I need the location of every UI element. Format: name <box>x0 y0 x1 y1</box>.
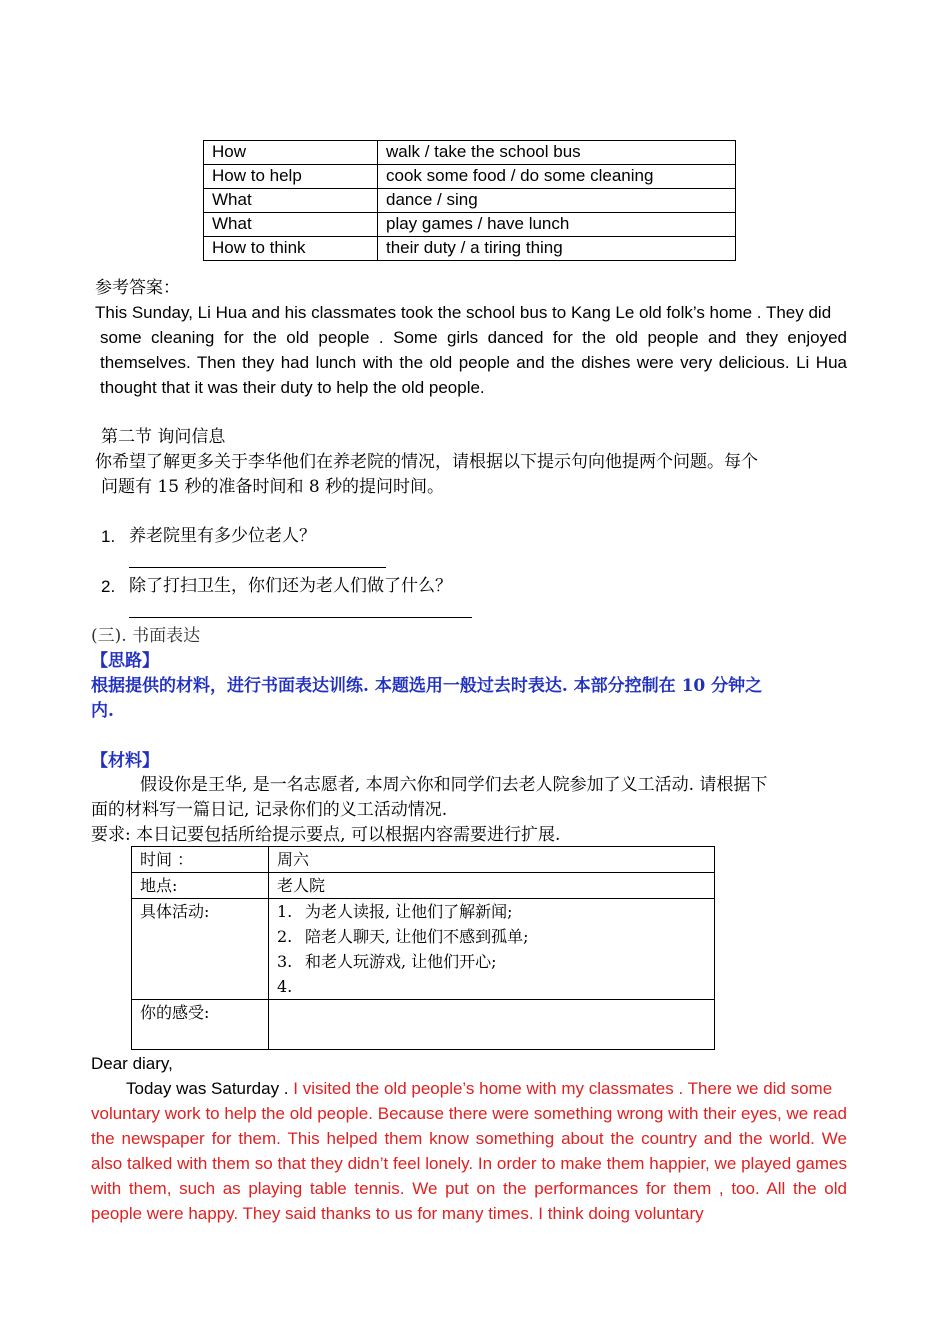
answer-label: 参考答案： <box>95 278 180 298</box>
section2-instruction-line2: 问题有 15 秒的准备时间和 8 秒的提问时间。 <box>101 477 445 497</box>
hint-value: their duty / a tiring thing <box>378 237 736 261</box>
diary-first-line <box>126 1076 847 1101</box>
feeling-value <box>269 1000 715 1050</box>
feeling-label: 你的感受: <box>132 1000 269 1050</box>
table-row <box>132 1000 715 1050</box>
table-row <box>132 899 715 1000</box>
answer-blank-2 <box>129 617 472 618</box>
table-row <box>204 237 736 261</box>
list-item: 2. 陪老人聊天, 让他们不感到孤单; <box>277 927 529 946</box>
question2-text: 除了打扫卫生，你们还为老人们做了什么？ <box>129 576 452 596</box>
activities-label: 具体活动: <box>132 899 269 1000</box>
table-row <box>204 165 736 189</box>
table-row <box>132 847 715 873</box>
list-item: 3. 和老人玩游戏, 让他们开心; <box>277 952 497 971</box>
requirement-text: 要求: 本日记要包括所给提示要点, 可以根据内容需要进行扩展. <box>91 825 561 845</box>
question1-number: 1. <box>101 527 116 546</box>
activities-list <box>269 899 715 1000</box>
diary-greeting: Dear diary, <box>91 1054 173 1073</box>
section2-title: 第二节 询问信息 <box>101 427 226 447</box>
list-item: 1. 为老人读报, 让他们了解新闻; <box>277 902 513 921</box>
answer-blank-1 <box>129 567 386 568</box>
hint-value: dance / sing <box>378 189 736 213</box>
section2-instruction-line1: 你希望了解更多关于李华他们在养老院的情况，请根据以下提示句向他提两个问题。每个 <box>95 452 758 472</box>
material-table <box>131 846 715 1050</box>
hint-key: What <box>204 213 378 237</box>
material-label: 【材料】 <box>91 751 159 771</box>
idea-label: 【思路】 <box>91 651 159 671</box>
hint-value: cook some food / do some cleaning <box>378 165 736 189</box>
idea-line1: 根据提供的材料，进行书面表达训练. 本题选用一般过去时表达. 本部分控制在 10 分钟之 <box>91 676 763 696</box>
time-value: 周六 <box>269 847 715 873</box>
question1-text: 养老院里有多少位老人？ <box>129 526 316 546</box>
list-item: 4. <box>277 977 293 996</box>
table-row <box>204 213 736 237</box>
time-label: 时间 ： <box>132 847 269 873</box>
hint-key: What <box>204 189 378 213</box>
idea-line2: 内. <box>91 701 114 721</box>
diary-answer-body: voluntary work to help the old people. Because there were something wrong with their eyes, we read the newspaper for them. This helped them know something about the country and the world. We also talked with them so that they didn’t feel lonely. In order to make them happier, we played games with them, such as playing table tennis. We put on the performances for them , too. All the old people were happy. They said thanks to us for many times. I think doing voluntary <box>91 1104 847 1223</box>
hint-table <box>203 140 736 261</box>
question2-number: 2. <box>101 577 116 596</box>
diary-opening: Today was Saturday . <box>126 1079 289 1098</box>
hint-key: How to help <box>204 165 378 189</box>
place-label: 地点: <box>132 873 269 899</box>
section3-title: (三). 书面表达 <box>91 626 201 646</box>
hint-value: walk / take the school bus <box>378 141 736 165</box>
answer-first-line: This Sunday, Li Hua and his classmates took the school bus to Kang Le old folk’s home . They did <box>95 303 832 322</box>
hint-key: How <box>204 141 378 165</box>
diary-answer-first: I visited the old people’s home with my classmates . There we did some <box>293 1079 833 1098</box>
material-line2: 面的材料写一篇日记, 记录你们的义工活动情况. <box>91 800 448 820</box>
place-value: 老人院 <box>269 873 715 899</box>
answer-body: some cleaning for the old people . Some girls danced for the old people and they enjoyed themselves. Then they had lunch with the old people and the dishes were very delicious. Li Hua thought that it was their duty to help the old people. <box>100 328 847 397</box>
material-line1: 假设你是王华, 是一名志愿者, 本周六你和同学们去老人院参加了义工活动. 请根据下 <box>140 775 768 795</box>
hint-key: How to think <box>204 237 378 261</box>
table-row <box>132 873 715 899</box>
table-row <box>204 141 736 165</box>
hint-value: play games / have lunch <box>378 213 736 237</box>
table-row <box>204 189 736 213</box>
